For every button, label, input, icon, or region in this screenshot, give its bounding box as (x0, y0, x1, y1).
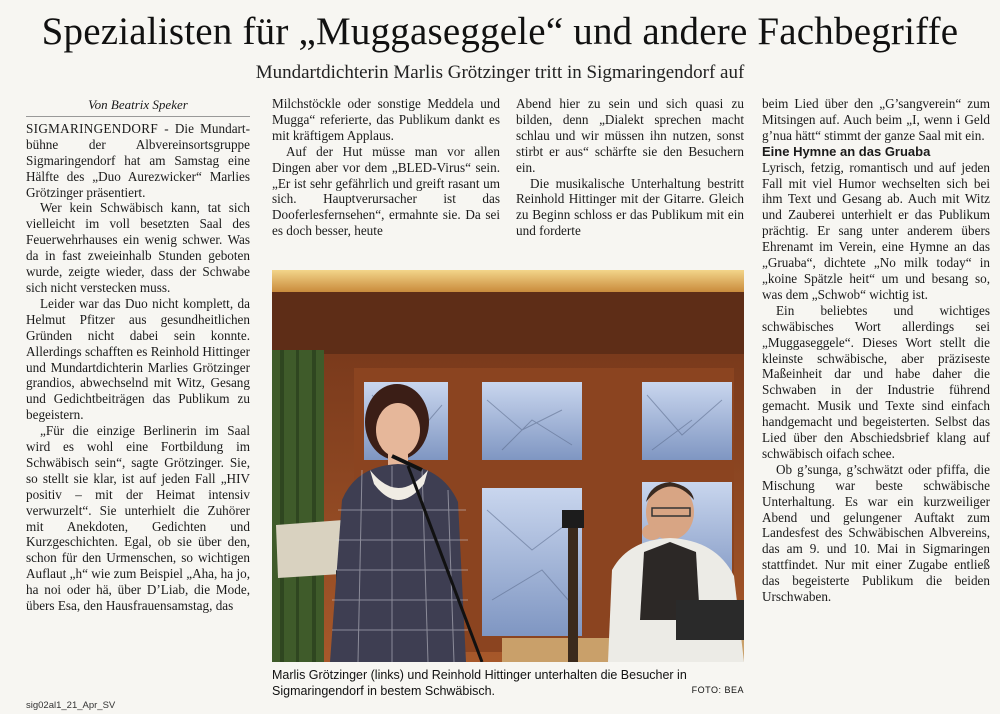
photo-caption (272, 667, 744, 699)
article-column-3 (516, 96, 744, 239)
page-code: sig02al1_21_Apr_SV (26, 700, 116, 711)
article-photo (272, 270, 744, 662)
paragraph: beim Lied über den „G’sangverein“ zum Mitsingen auf. Auch beim „I, wenn i Geld g’nua hätt“ stimmt der ganze Saal mit ein. (762, 96, 990, 143)
photo-illustration (272, 270, 744, 662)
section-subhead: Eine Hymne an das Gruaba (762, 143, 931, 159)
paragraph: Ein beliebtes und wichtiges schwäbisches Wort allerdings sei „Muggaseggele“. Dieses Wort stellt die kleinste schwäbische, aber präziseste Maßeinheit dar und habe daher die Schwaben in der Industrie führend gemacht. Musik und Texte sind einfach handgemacht und begeisterten. Selbst das Lied über den Abschiedsbrief klang auf schwäbisch oifach schee. (762, 302, 990, 461)
paragraph: Leider war das Duo nicht komplett, da Helmut Pfitzer aus gesundheitlichen Gründen nicht dabei sein konnte. Allerdings schafften es Reinhold Hittinger und Mundartdichterin Marlies Grötzinger grandios, abwechselnd mit Witz, Gesang und Gedichtbeiträgen das Publikum zu begeistern. (26, 295, 250, 423)
headline: Spezialisten für „Muggaseggele“ und andere Fachbegriffe (41, 10, 959, 53)
paragraph: Ob g’sunga, g’schwätzt oder pfiffa, die Mischung war beste schwäbische Unterhaltung. Es war ein kurzweiliger Abend und gelungener Auftakt zum Landesfest des Schwäbischen Albvereins, das am 9. und 10. Mai in Sigmaringen stattfindet. Nur mit einer Zugabe entließ das begeisterte Publikum die beiden Urschwaben. (762, 461, 990, 605)
paragraph: Milchstöckle oder sonstige Meddela und Mugga“ referierte, das Publikum dankt es mit kräftigem Applaus. (272, 96, 500, 143)
subheadline: Mundartdichterin Marlis Grötzinger tritt in Sigmaringendorf auf (255, 62, 745, 83)
paragraph: Lyrisch, fetzig, romantisch und auf jeden Fall mit viel Humor wechselten sich bei ihm Text und Gesang ab. Auch mit Witz und Zauberei unterhielt er das Publikum prächtig. Er sang unter anderem übers Ehrenamt im Verein, eine Hymne an das „Gruaba“, dichtete „No milk today“ in „koine Spätzle heit“ um und besang so, was dem „Schwob“ wichtig ist. (762, 159, 990, 302)
article-column-2 (272, 96, 500, 239)
dateline: SIGMARINGENDORF (26, 120, 158, 136)
lead-text: - Die Mundart-bühne der Albvereinsortsgruppe Sigmaringendorf hat am Samstag eine Hälfte des „Duo Aurezwicker“ Marlies Grötzinger präsentiert. (26, 120, 250, 200)
paragraph: Die musikalische Unterhaltung bestritt Reinhold Hittinger mit der Gitarre. Gleich zu Beginn schloss er das Publikum mit ein und forderte (516, 175, 744, 239)
paragraph: „Für die einzige Berlinerin im Saal wird es wohl eine Fortbildung im Schwäbisch sein“, sagte Grötzinger. Sie, so stellt sie klar, ist auf jeden Fall „HIV positiv – mit der Heimat intensiv verwurzelt“. Sie unterhielt die Zuhörer mit Anekdoten, Gedichten und Kurzgeschichten. Egal, ob sie über den, schon für den Urmenschen, so wichtigen Auflaut „h“ wie zum Beispiel „Aha, ha jo, ha noi oder hä, über D’Liab, die Mode, übers Esa, den Hausfrauensamstag, das (26, 423, 250, 614)
paragraph: Abend hier zu sein und sich quasi zu bilden, denn „Dialekt sprechen macht schlau und wir müssen ihn nutzen, sonst stirbt er aus“ schärfte sie den Besuchern ein. (516, 96, 744, 175)
article-column-1 (26, 96, 250, 614)
caption-text: Marlis Grötzinger (links) und Reinhold Hittinger unterhalten die Besucher in Sigmaringendorf in bestem Schwäbisch. (272, 668, 687, 698)
paragraph: Wer kein Schwäbisch kann, tat sich vielleicht im voll besetzten Saal des Feuerwehrhauses ein wenig schwer. Was da in fast zweieinhalb Stunden geboten wurde, zeigte wieder, dass der Schwabe sich nicht verstecken muss. (26, 200, 250, 295)
article-column-4 (762, 96, 990, 605)
lead-paragraph (26, 121, 250, 201)
photo-credit: FOTO: BEA (691, 685, 744, 695)
byline: Von Beatrix Speker (26, 97, 250, 117)
paragraph: Auf der Hut müsse man vor allen Dingen aber vor dem „BLED-Virus“ sein. „Er ist sehr gefährlich und greift rasant um sich. Hauptverursacher ist das Dooferlesfernsehen“, ermahnte sie. Da sei es doch besser, heute (272, 143, 500, 239)
